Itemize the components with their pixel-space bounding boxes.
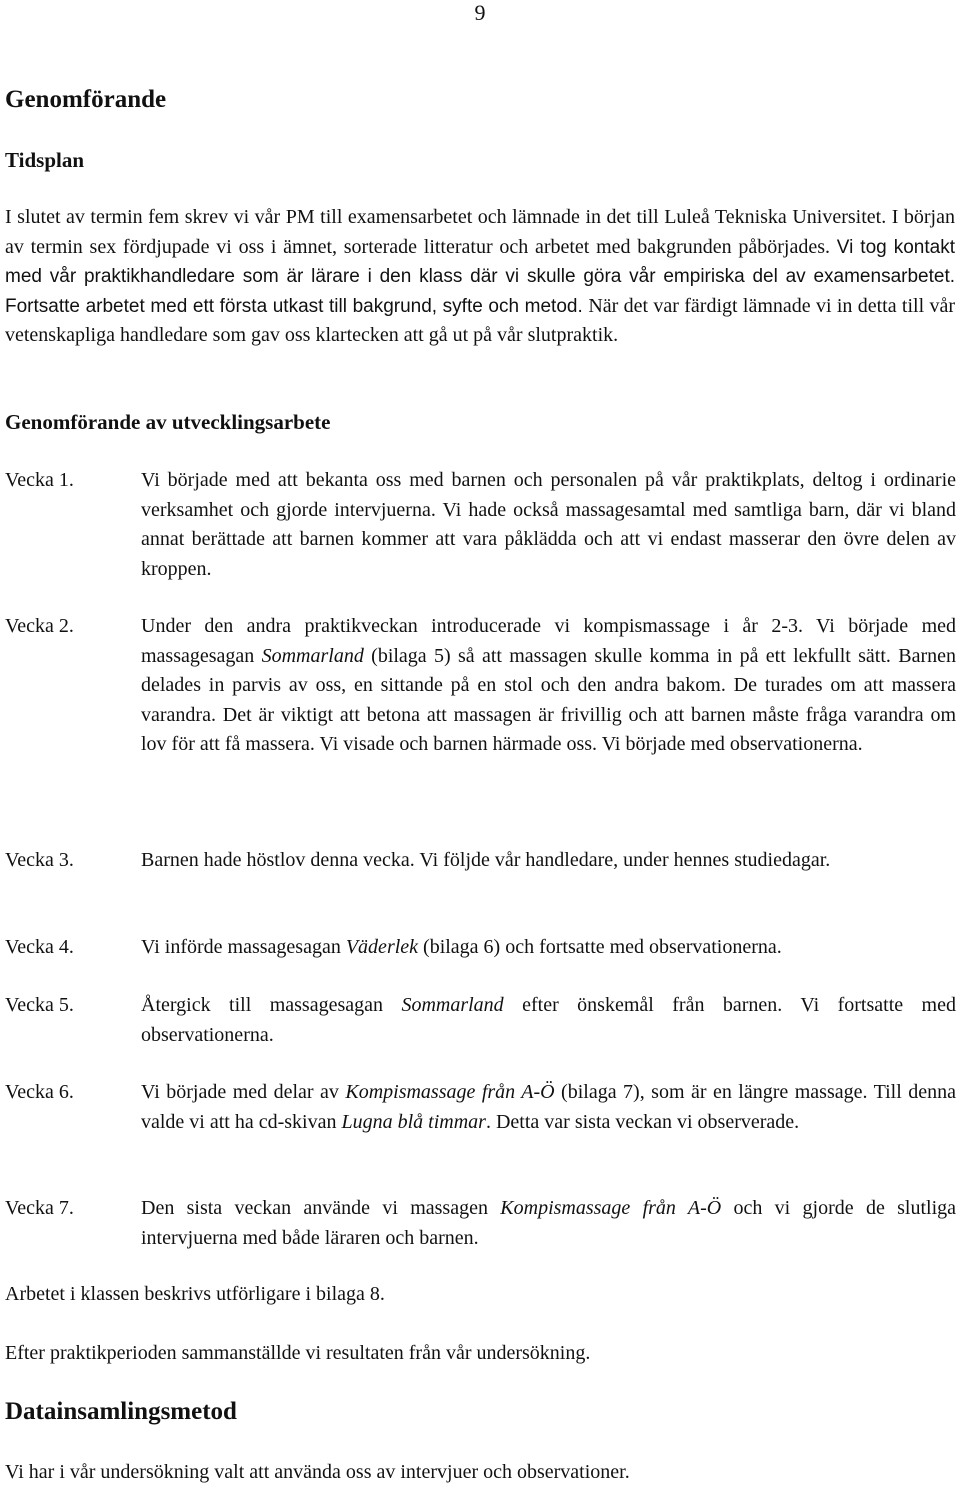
week-text-segment: Under den andra praktikveckan introducerade vi kompismassage i år 2-3. Vi började med massagesagan xyxy=(141,615,956,667)
week-text-segment: (bilaga 5) så att massagen skulle komma in på ett lekfullt sätt. Barnen delades in parvis av oss, en sittande på en stol och den andra bakom. De turades om att massera varandra. Det är viktigt att betona att massagen är frivillig och att barnen måste fråga varandra om lov för att få massera. Vi visade och barnen härmade oss. Vi började med observationerna. xyxy=(141,644,956,755)
story-title: Sommarland xyxy=(261,644,364,667)
week-label: Vecka 4. xyxy=(5,936,74,958)
week-text-segment: Vi införde massagesagan xyxy=(141,936,346,958)
week-text-segment: och vi gjorde de slutliga intervjuerna med både läraren och barnen. xyxy=(141,1197,957,1249)
week-text xyxy=(141,933,956,963)
tidsplan-part-3: När det var färdigt lämnade vi in detta till vår vetenskapliga handledare som gav oss klartecken att gå ut på vår slutpraktik. xyxy=(5,294,956,346)
week-text xyxy=(141,1194,956,1253)
week-text-segment: Den sista veckan använde vi massagen xyxy=(141,1197,501,1219)
subheading-tidsplan: Tidsplan xyxy=(5,148,85,172)
week-text xyxy=(141,1078,956,1137)
subheading-utvecklingsarbete: Genomförande av utvecklingsarbete xyxy=(5,410,331,434)
story-title: Kompismassage från A-Ö xyxy=(345,1081,555,1103)
week-text-segment: efter önskemål från barnen. Vi fortsatte med observationerna. xyxy=(141,994,956,1046)
week-text-segment: Återgick till massagesagan xyxy=(141,994,402,1016)
week-text: Vi började med att bekanta oss med barnen och personalen på vår praktikplats, deltog i ordinarie verksamhet och gjorde intervjuerna. Vi hade också massagesamtal med samtliga barn, där vi bland annat berättade att barnen kommer att vara påklädda och att vi endast masserar den övre delen av kroppen. xyxy=(141,469,956,580)
week-text xyxy=(141,612,956,760)
week-label: Vecka 6. xyxy=(5,1081,74,1103)
week-text xyxy=(141,991,956,1050)
week-label: Vecka 3. xyxy=(5,849,74,871)
story-title: Kompismassage från A-Ö xyxy=(500,1197,722,1219)
week-text-segment: (bilaga 6) och fortsatte med observationerna. xyxy=(418,936,782,958)
heading-genomforande: Genomförande xyxy=(5,86,167,113)
efter-sentence: Efter praktikperioden sammanställde vi resultaten från vår undersökning. xyxy=(5,1342,591,1364)
datainsamling-sentence: Vi har i vår undersökning valt att använda oss av intervjuer och observationer. xyxy=(5,1461,630,1483)
cd-title: Lugna blå timmar xyxy=(341,1110,486,1133)
week-label: Vecka 5. xyxy=(5,994,74,1016)
week-label: Vecka 1. xyxy=(5,469,74,491)
week-text-segment: (bilaga 7), som är en längre massage. Till denna valde vi att ha cd-skivan xyxy=(141,1081,956,1133)
page-number: 9 xyxy=(474,0,486,25)
tidsplan-part-1: I slutet av termin fem skrev vi vår PM till examensarbetet och lämnade in det till Luleå Tekniska Universitet. I början av termin sex fördjupade vi oss i ämnet, sorterade litteratur och arbetet med bakgrunden påbörjades. xyxy=(5,206,955,258)
week-text: Barnen hade höstlov denna vecka. Vi följde vår handledare, under hennes studiedagar. xyxy=(141,849,831,871)
bilaga-sentence: Arbetet i klassen beskrivs utförligare i bilaga 8. xyxy=(5,1283,385,1305)
tidsplan-paragraph xyxy=(5,203,955,351)
week-label: Vecka 7. xyxy=(5,1197,74,1219)
week-label: Vecka 2. xyxy=(5,615,74,637)
week-text-segment: . Detta var sista veckan vi observerade. xyxy=(485,1110,800,1133)
tidsplan-part-2: Vi tog kontakt med vår praktikhandledare som är lärare i den klass där vi skulle göra vår empiriska del av examensarbetet. Fortsatte arbetet med ett första utkast till bakgrund, syfte och metod. xyxy=(5,236,955,317)
heading-datainsamlingsmetod: Datainsamlingsmetod xyxy=(5,1398,237,1425)
story-title: Sommarland xyxy=(401,994,504,1016)
week-text-segment: Vi började med delar av xyxy=(141,1081,346,1103)
story-title: Väderlek xyxy=(345,936,419,958)
